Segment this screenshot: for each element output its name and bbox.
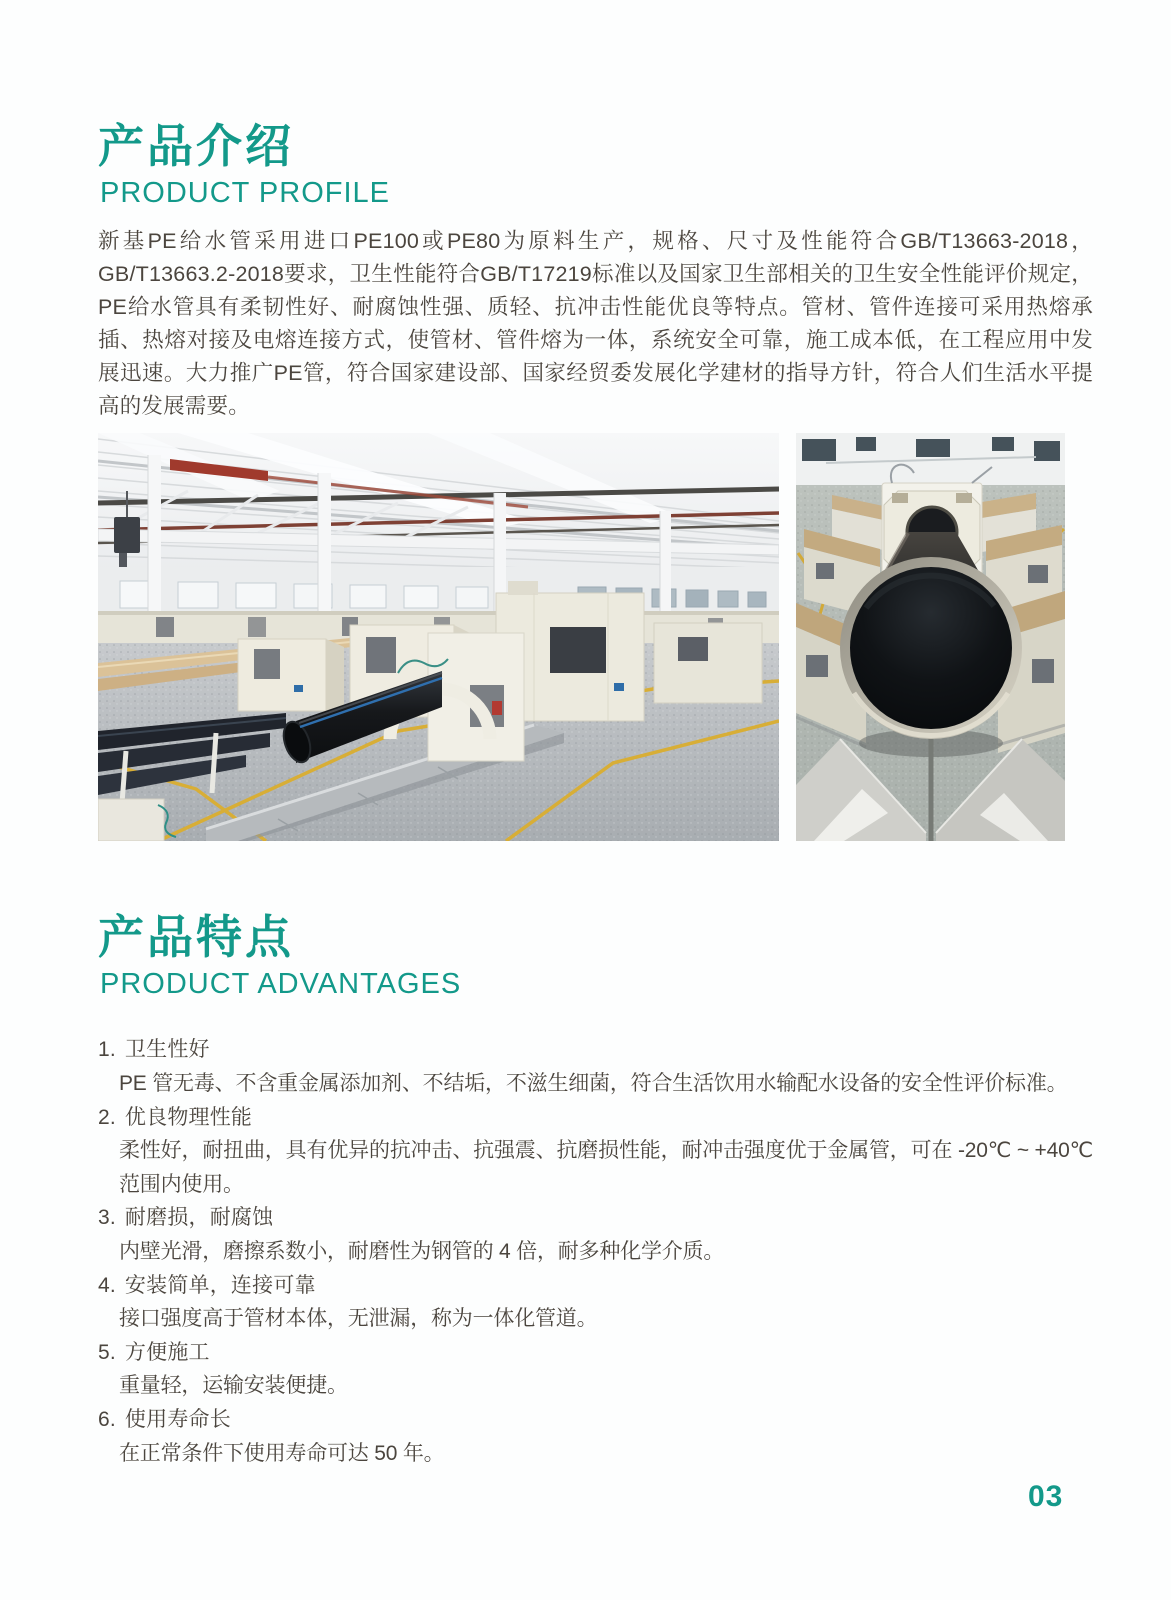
advantage-desc: 接口强度高于管材本体，无泄漏，称为一体化管道。 bbox=[119, 1307, 598, 1331]
advantage-item-1 bbox=[98, 1033, 1093, 1100]
section1-title-zh: 产品介绍 bbox=[98, 120, 294, 172]
section1-title-en: PRODUCT PROFILE bbox=[100, 176, 391, 209]
advantage-item-5 bbox=[98, 1336, 1093, 1403]
advantage-item-2 bbox=[98, 1101, 1093, 1202]
advantages-list bbox=[98, 1033, 1093, 1470]
advantage-desc: 内壁光滑，磨擦系数小，耐磨性为钢管的 4 倍，耐多种化学介质。 bbox=[119, 1240, 725, 1264]
pe-pipe-extrusion-photo bbox=[796, 433, 1065, 841]
section2-title-en: PRODUCT ADVANTAGES bbox=[100, 968, 462, 1001]
roller-tray bbox=[796, 739, 1065, 841]
advantage-number: 2. bbox=[98, 1105, 116, 1129]
advantage-desc: 柔性好，耐扭曲，具有优异的抗冲击、抗强震、抗磨损性能，耐冲击强度优于金属管，可在 -20℃ ~ +40℃范围内使用。 bbox=[119, 1139, 1093, 1196]
advantage-title: 优良物理性能 bbox=[124, 1105, 253, 1129]
advantage-title: 安装简单，连接可靠 bbox=[124, 1273, 316, 1297]
advantage-title: 卫生性好 bbox=[124, 1038, 210, 1062]
advantage-number: 1. bbox=[98, 1038, 116, 1062]
advantage-title: 方便施工 bbox=[124, 1340, 210, 1364]
advantage-number: 6. bbox=[98, 1408, 116, 1431]
advantage-desc: 在正常条件下使用寿命可达 50 年。 bbox=[119, 1441, 445, 1465]
intro-paragraph: 新基PE给水管采用进口PE100或PE80为原料生产，规格、尺寸及性能符合GB/T13663-2018，GB/T13663.2-2018要求，卫生性能符合GB/T17219标准以及国家卫生部相关的卫生安全性能评价规定，PE给水管具有柔韧性好、耐腐蚀性强、质轻、抗冲击性能优良等特点。管材、管件连接可采用热熔承插、热熔对接及电熔连接方式，使管材、管件熔为一体，系统安全可靠，施工成本低，在工程应用中发展迅速。大力推广PE管，符合国家建设部、国家经贸委发展化学建材的指导方针，符合人们生活水平提高的发展需要。 bbox=[98, 229, 1093, 419]
advantage-number: 3. bbox=[98, 1206, 116, 1230]
advantage-item-3 bbox=[98, 1201, 1093, 1268]
page-number: 03 bbox=[1028, 1480, 1064, 1513]
brochure-page bbox=[98, 0, 1093, 1470]
advantage-number: 4. bbox=[98, 1273, 116, 1297]
advantage-desc: PE 管无毒、不含重金属添加剂、不结垢，不滋生细菌，符合生活饮用水输配水设备的安全性评价标准。 bbox=[119, 1072, 1068, 1096]
photo-row bbox=[98, 433, 1093, 841]
corner-machine bbox=[98, 799, 176, 841]
section-product-advantages bbox=[98, 911, 1093, 1470]
section-product-profile bbox=[98, 120, 1093, 841]
advantage-item-6 bbox=[98, 1403, 1093, 1470]
section2-title-zh: 产品特点 bbox=[98, 911, 294, 964]
advantage-item-4 bbox=[98, 1269, 1093, 1336]
advantage-title: 使用寿命长 bbox=[124, 1408, 231, 1431]
advantage-number: 5. bbox=[98, 1340, 116, 1364]
factory-workshop-photo bbox=[98, 433, 779, 841]
pipe-front-face bbox=[840, 557, 1022, 739]
advantage-title: 耐磨损，耐腐蚀 bbox=[124, 1206, 274, 1230]
advantage-desc: 重量轻，运输安装便捷。 bbox=[119, 1374, 348, 1398]
